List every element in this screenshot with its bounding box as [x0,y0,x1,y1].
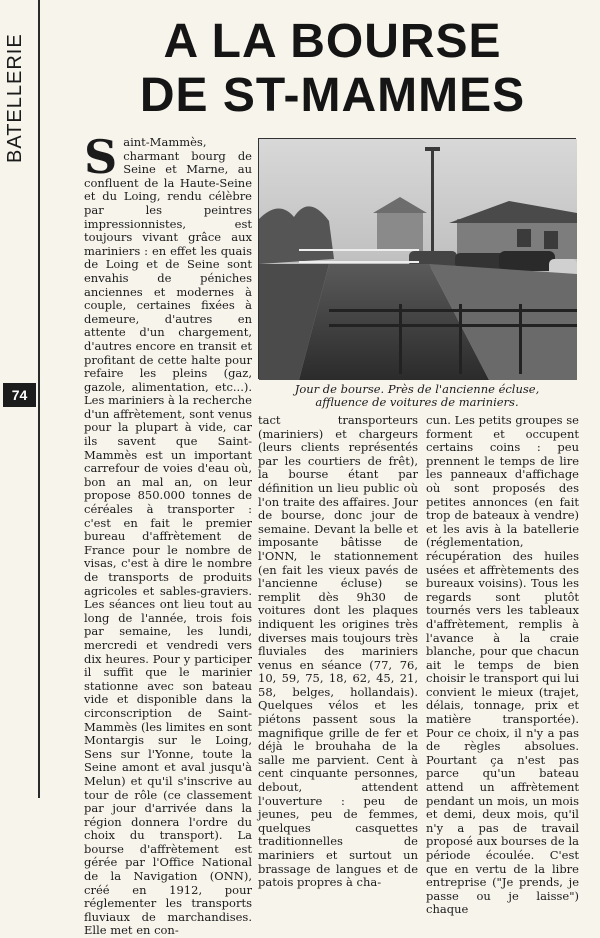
caption-line-1: Jour de bourse. Près de l'ancienne écluse, [294,382,540,396]
title-line-1: A LA BOURSE [163,15,502,68]
article-title [75,15,590,123]
article-column-3: cun. Les petits groupes se forment et occupent certains coins : peu prennent le temps de lire les panneaux d'affichage où sont proposés des petites annonces (en fait trop de bateaux à vendre) et les avis à la batellerie (réglementation, récupération des huiles usées et affrètements des bureaux voisins). Tous les regards sont plutôt tournés vers les tableaux d'affrètement, remplis à l'avance à la craie blanche, pour que chacun ait le temps de bien choisir le transport qui lui convient le mieux (trajet, délais, tonnage, prix et matière transportée). Pour ce choix, il n'y a pas de règles absolues. Pourtant ça n'est pas parce qu'un bateau attend un affrètement pendant un mois, un mois et demi, deux mois, qu'il n'y a pas de travail proposé aux bourses de la période écoulée. C'est que en vertu de la libre entreprise ("Je prends, je passe ou je laisse") chaque [426,413,579,917]
section-sidebar [0,0,40,798]
column-1-text: aint-Mammès, charmant bourg de Seine et Marne, au confluent de la Haute-Seine et du Loing, rendu célèbre par les peintres impressionnistes, est toujours vivant grâce aux mariniers : en effet les quais de Loing et de Seine sont envahis de péniches anciennes et modernes à couple, certaines fixées à demeure, d'autres en attente d'un chargement, d'autres encore en transit et profitant de cette halte pour refaire les pleins (gaz, gazole, alimentation, etc...). Les mariniers à la recherche d'un affrètement, sont venus pour la plupart à vide, car ils savent que Saint-Mammès est un important carrefour de voies d'eau où, bon an mal an, on leur propose 850.000 tonnes de céréales à transporter : c'est en fait le premier bureau d'affrètement de France pour le nombre de visas, c'est à dire le nombre de transports de produits agricoles et sables-graviers. Les séances ont lieu tout au long de l'année, trois fois par semaine, les lundi, mercredi et vendredi vers dix heures. Pour y participer il suffit que le marinier stationne avec son bateau vide et disponible dans la circonscription de Saint-Mammès (les limites en sont Montargis sur le Loing, Sens sur l'Yonne, toute la Seine amont et aval jusqu'à Melun) et qu'il s'inscrive au tour de rôle (ce classement par jour d'arrivée dans la région donnera l'ordre du choix du transport). La bourse d'affrètement est gérée par l'Office National de la Navigation (ONN), créé en 1912, pour réglementer les transports fluviaux de marchandises. Elle met en con- [84,135,252,938]
article-photo [258,138,576,379]
title-line-2: DE ST-MAMMES [139,69,526,122]
photo-caption [258,383,576,409]
section-label: BATELLERIE [4,33,26,163]
article-column-2: tact transporteurs (mariniers) et chargeurs (leurs clients représentés par les courtiers de frêt), la bourse étant par définition un lieu public où l'on traite des affaires. Jour de bourse, donc jour de semaine. Devant la belle et imposante bâtisse de l'ONN, le stationnement (en fait les vieux pavés de l'ancienne écluse) se remplit dès 9h30 de voitures dont les plaques indiquent les origines très diverses mais toujours très fluviales des mariniers venus en séance (77, 76, 10, 59, 75, 18, 62, 45, 21, 58, belges, hollandais). Quelques vélos et les piétons passent sous la magnifique grille de fer et déjà le brouhaha de la salle me parvient. Cent à cent cinquante personnes, debout, attendent l'ouverture : peu de jeunes, peu de femmes, quelques casquettes traditionnelles de mariniers et surtout un brassage de langues et de patois propres à cha- [258,413,418,890]
drop-cap: S [84,130,118,184]
sidebar-rule [38,0,40,798]
caption-line-2: affluence de voitures de mariniers. [315,395,519,409]
article-column-1 [84,130,252,938]
page-number: 74 [3,383,36,407]
